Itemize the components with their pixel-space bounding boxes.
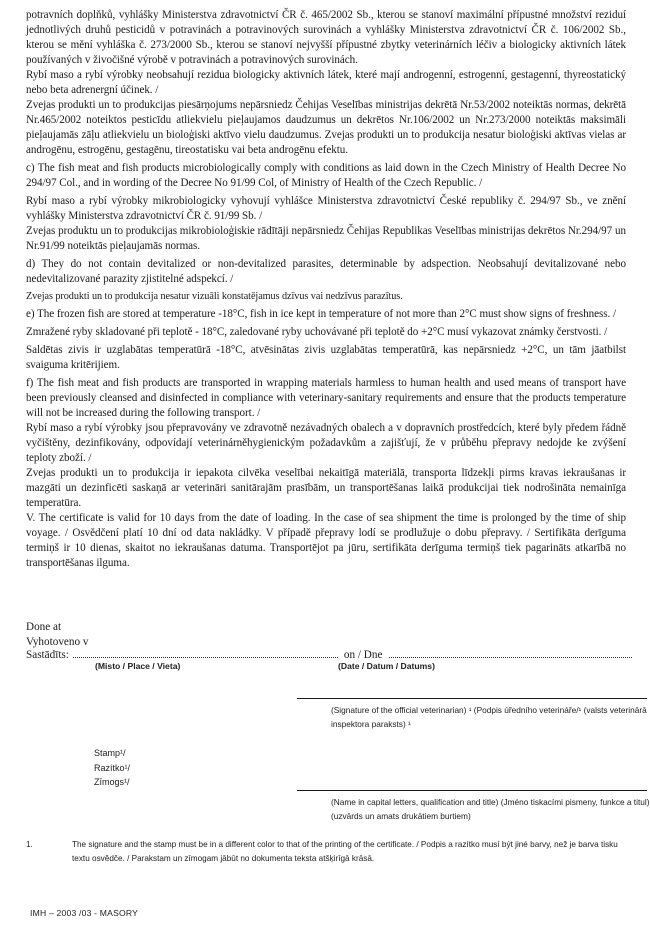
paragraph-item-e-en: e) The frozen fish are stored at temperature -18°C, fish in ice kept in temperature of not more than 2°C must show signs of freshness. / — [26, 308, 616, 321]
paragraph-item-e-lv: Saldētas zivis ir uzglabātas temperatūrā -18°C, atvēsinātas zivis uzglabātas temperatūrā, kas nepārsniedz +2°C, un tām jāatbilst svaiguma kritērijiem. — [26, 344, 626, 372]
paragraph-item-f-en: f) The fish meat and fish products are transported in wrapping materials harmless to human health and used means of transport have been previously cleansed and disinfected in compliance with veterinary-sanitary requirements and ensure that the products temperature will not be increased during the following transport. / — [26, 377, 626, 420]
document-body — [26, 8, 626, 571]
signature-line[interactable] — [297, 698, 647, 699]
place-input-line[interactable] — [73, 656, 338, 658]
paragraph-item-v: V. The certificate is valid for 10 days from the date of loading. In the case of sea shipment the time is prolonged by the time of ship voyage. / Osvědčení platí 10 dní od data nakládky. V případě přepravy lodí se prodlužuje o dobu přepravy. / Sertifikāta derīguma termiņš ir 10 dienas, skaitot no iekraušanas datuma. Transportējot pa jūru, sertifikāta derīguma termiņš tiek pagarināts atkarībā no transportēšanas ilguma. — [26, 512, 626, 570]
paragraph-intro-cz: potravních doplňků, vyhlášky Ministerstva zdravotnictví ČR č. 465/2002 Sb., kterou se stanoví maximální přípustné množství reziduí jednotlivých druhů pesticidů v potravinách a potravinových surovinách a vyhlášky Ministerstva zdravotnictví ČR č. 106/2002 Sb., kterou se mění vyhláška č. 273/2000 Sb., kterou se stanoví nejvyšší přípustné zbytky veterinárních léčiv a biologicky aktivních látek používaných v živočišné výrobě v potravinách a potravinových surovinách. — [26, 9, 626, 66]
on-dne-label: on / Dne — [343, 649, 383, 662]
paragraph-item-c-lv: Zvejas produktu un to produkcijas mikrobioloģiskie rādītāji nepārsniedz Čehijas Republikas Veselības ministrijas dekrētos Nr.294/97 un Nr.91/99 noteiktās pieļaujamās normas. — [26, 225, 626, 252]
place-caption: (Misto / Place / Vieta) — [95, 661, 181, 672]
paragraph-item-c-en: c) The fish meat and fish products microbiologically comply with conditions as laid down in the Czech Ministry of Health Decree No 294/97 Col., and in wording of the Decree No 91/99 Col, of Ministry of Health of the Czech Republic. / — [26, 162, 626, 189]
name-line[interactable] — [297, 790, 647, 791]
stamp-label-lv: Zīmogs¹/ — [94, 777, 130, 788]
done-at-label-cz: Vyhotoveno v — [26, 635, 89, 648]
stamp-label-cz: Razítko¹/ — [94, 762, 131, 773]
document-reference: IMH – 2003 /03 - MASORY — [30, 908, 139, 918]
done-at-label-en: Done at — [26, 621, 62, 633]
done-at-labels — [26, 620, 632, 649]
footnote — [26, 838, 632, 867]
paragraph-intro-cz-2: Rybí maso a rybí výrobky neobsahují rezidua biologicky aktivních látek, které mají androgenní, estrogenní, gestagenní, thyreostatický nebo beta adrenergní účinek. / — [26, 69, 626, 96]
paragraph-item-d-en: d) They do not contain devitalized or non-devitalized parasites, determinable by adspection. Neobsahují devitalizované nebo nedevitalizované parazity zjistitelné adspekcí. / — [26, 258, 626, 285]
stamp-label-en: Stamp¹/ — [94, 748, 126, 758]
paragraph-item-f-cz: Rybí maso a rybí výrobky jsou přepravovány ve zdravotně nezávadných obalech a v dopravních prostředcích, které byly předem řádně vyčištěny, dezinfikovány, odpovídají veterinárněhygienickým požadavkům a zajišťují, že v průběhu přepravy nedojde ke zvýšení teploty zboží. / — [26, 422, 626, 465]
paragraph-item-e-cz: Zmražené ryby skladované při teplotě - 18°C, zaledované ryby uchovávané při teplotě do +2°C musí vykazovat známky čerstvosti. / — [26, 326, 608, 339]
done-at-label-lv: Sastādīts: — [26, 649, 69, 662]
footnote-text: The signature and the stamp must be in a different color to that of the printing of the certificate. / Podpis a razítko musí být jiné barvy, než je barva tisku textu osvědče. / Parakstam un zīmogam jābūt no dokumenta teksta atšķirīgā krāsā. — [72, 840, 618, 864]
signature-form-block — [26, 620, 650, 821]
signature-caption: (Signature of the official veterinarian) ¹ (Podpis úředního veterináře/¹ (valsts veterinārā inspektora paraksts) ¹ — [331, 705, 647, 729]
name-caption: (Name in capital letters, qualification and title) (Jméno tiskacími pismeny, funkce a titul) (uzvārds un amats drukātiem burtiem) — [331, 797, 650, 821]
place-date-captions — [26, 661, 632, 675]
place-date-row — [26, 649, 632, 661]
paragraph-item-c-cz: Rybí maso a rybí výrobky mikrobiologicky vyhovují vyhlášce Ministerstva zdravotnictví České republiky č. 294/97 Sb., ve znění vyhlášky Ministerstva zdravotnictví ČR č. 91/99 Sb. / — [26, 195, 626, 222]
stamp-labels — [94, 746, 130, 790]
paragraph-item-d-lv: Zvejas produkti un to produkcija nesatur vizuāli konstatējamus dzīvus vai nedzīvus parazītus. — [26, 291, 403, 302]
paragraph-item-f-lv: Zvejas produkti un to produkcija ir iepakota cilvēka veselībai nekaitīgā materiālā, transporta līdzekļi pirms kravas iekraušanas ir mazgāti un dezinficēti saskaņā ar veterināri sanitārajām prasībām, un transportēšanas laikā produkcijai tiek nodrošināta nemainīga temperatūra. — [26, 467, 626, 510]
footnote-number: 1. — [26, 840, 33, 849]
paragraph-intro-lv: Zvejas produkti un to produkcijas piesārņojums nepārsniedz Čehijas Veselības ministrijas dekrētā Nr.53/2002 noteiktās normas, dekrētā Nr.465/2002 noteiktos pesticīdu atliekvielu pieļaujamos daudzumus un dekrētos Nr.106/2002 un Nr.273/2000 noteiktās maksimāli pieļaujamās zāļu atliekvielu un bioloģiski aktīvo vielu daudzumus. Zvejas produkti un to produkcija nesatur bioloģiski aktīvas vielas ar androgēnu, estrogēnu, gestagēnu, tireostatisku vai beta androgēnu efektu. — [26, 99, 626, 156]
date-caption: (Date / Datum / Datums) — [338, 661, 435, 672]
date-input-line[interactable] — [389, 656, 632, 658]
